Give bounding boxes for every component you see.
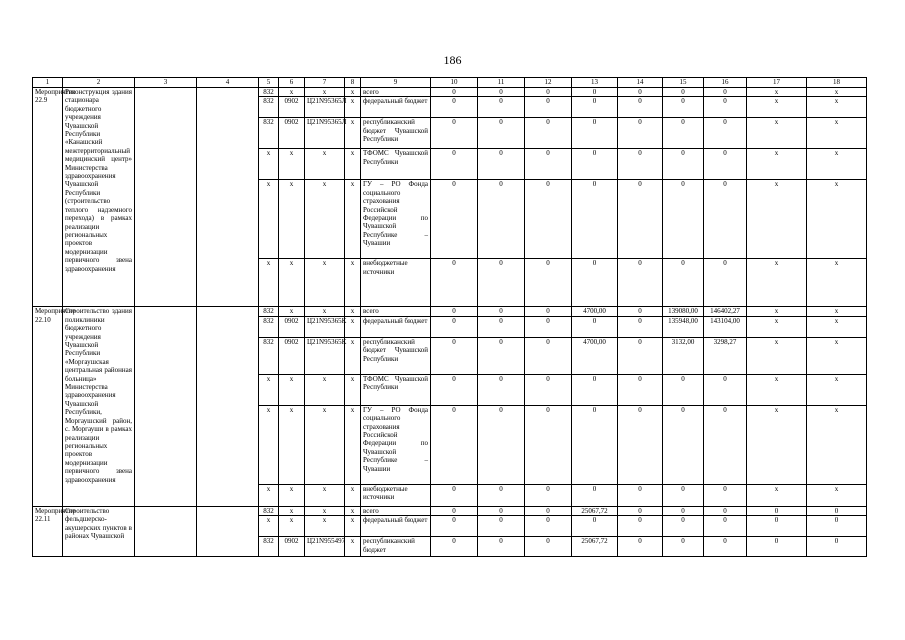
table-row [33,506,867,515]
header-row [33,78,867,88]
value-cell: х [807,97,867,118]
funding-source-cell: республиканский бюджет [361,537,431,557]
value-cell: 0 [431,88,478,97]
value-cell: 0 [663,88,704,97]
header-cell: 7 [305,78,345,88]
admin-code-cell: 832 [259,337,279,374]
value-cell: 0 [807,506,867,515]
value-cell: 0 [525,506,572,515]
value-cell: 0 [478,97,525,118]
section-code-cell: х [279,180,305,259]
value-cell: 0 [618,118,663,149]
value-cell: х [747,316,807,337]
measure-name: Строительство здания поликлиники бюджетного учреждения Чувашской Республики «Моргаушская центральная районная больница» Министерства здравоохранения Чувашской Республики, Моргаушский район, с. Моргауши в рамках реализации региональных проектов модернизации первичного звена здравоохранения [63,307,135,506]
header-cell: 15 [663,78,704,88]
funding-source-cell: ТФОМС Чувашской Республики [361,374,431,405]
value-cell: 0 [478,180,525,259]
funding-source-cell: федеральный бюджет [361,97,431,118]
value-cell: 0 [704,484,747,506]
value-cell: 0 [618,516,663,537]
value-cell: 0 [478,88,525,97]
expense-type-cell: х [345,149,361,180]
value-cell: 0 [478,374,525,405]
value-cell: 0 [704,259,747,307]
value-cell: 139080,00 [663,307,704,316]
target-code-cell: х [305,374,345,405]
expense-type-cell: х [345,259,361,307]
admin-code-cell: 832 [259,88,279,97]
value-cell: 25067,72 [572,506,618,515]
header-cell: 11 [478,78,525,88]
value-cell: 0 [572,149,618,180]
value-cell: 0 [704,506,747,515]
value-cell: 0 [431,484,478,506]
target-code-cell: Ц21N95365К [305,337,345,374]
value-cell: 0 [618,374,663,405]
value-cell: 0 [618,88,663,97]
empty-cell [135,506,197,556]
admin-code-cell: х [259,484,279,506]
value-cell: 0 [478,537,525,557]
target-code-cell: х [305,516,345,537]
value-cell: 0 [525,118,572,149]
section-code-cell: 0902 [279,97,305,118]
value-cell: 4700,00 [572,337,618,374]
value-cell: 0 [478,118,525,149]
value-cell: 146402,27 [704,307,747,316]
expense-type-cell: х [345,537,361,557]
value-cell: х [807,337,867,374]
funding-source-cell: внебюджетные источники [361,484,431,506]
value-cell: х [747,97,807,118]
value-cell: 0 [618,259,663,307]
value-cell: х [747,337,807,374]
value-cell: х [747,307,807,316]
measure-label: Мероприятие 22.9 [33,88,63,307]
section-code-cell: х [279,405,305,484]
value-cell: 0 [572,180,618,259]
value-cell: 0 [572,316,618,337]
value-cell: 0 [618,180,663,259]
value-cell: 0 [431,149,478,180]
header-cell: 5 [259,78,279,88]
expense-type-cell: х [345,97,361,118]
value-cell: 0 [618,337,663,374]
funding-source-cell: ГУ – РО Фонда социального страхования Российской Федерации по Чувашской Республике – Чувашии [361,180,431,259]
value-cell: х [807,316,867,337]
value-cell: 0 [431,180,478,259]
value-cell: 0 [704,405,747,484]
value-cell: 0 [663,516,704,537]
admin-code-cell: х [259,374,279,405]
value-cell: 0 [572,374,618,405]
target-code-cell: х [305,180,345,259]
value-cell: 0 [572,259,618,307]
value-cell: 0 [525,337,572,374]
header-cell: 4 [197,78,259,88]
admin-code-cell: 832 [259,307,279,316]
value-cell: 0 [525,516,572,537]
value-cell: 0 [807,537,867,557]
value-cell: 0 [704,516,747,537]
expense-type-cell: х [345,506,361,515]
value-cell: х [807,307,867,316]
value-cell: 0 [525,405,572,484]
page-number: 186 [443,53,462,67]
expense-type-cell: х [345,405,361,484]
admin-code-cell: 832 [259,537,279,557]
value-cell: х [807,374,867,405]
value-cell: 0 [663,405,704,484]
funding-source-cell: ТФОМС Чувашской Республики [361,149,431,180]
value-cell: 0 [478,405,525,484]
target-code-cell: х [305,307,345,316]
value-cell: 0 [747,537,807,557]
admin-code-cell: 832 [259,97,279,118]
value-cell: 0 [478,484,525,506]
value-cell: 0 [478,337,525,374]
header-cell: 17 [747,78,807,88]
admin-code-cell: х [259,259,279,307]
expense-type-cell: х [345,118,361,149]
expense-type-cell: х [345,307,361,316]
value-cell: 0 [704,118,747,149]
section-code-cell: х [279,307,305,316]
funding-source-cell: всего [361,88,431,97]
target-code-cell: Ц21N955497 [305,537,345,557]
value-cell: 0 [663,97,704,118]
value-cell: 0 [618,97,663,118]
header-cell: 6 [279,78,305,88]
section-code-cell: 0902 [279,337,305,374]
value-cell: х [807,405,867,484]
section-code-cell: х [279,149,305,180]
value-cell: 0 [618,405,663,484]
admin-code-cell: 832 [259,506,279,515]
value-cell: х [747,374,807,405]
value-cell: 0 [618,506,663,515]
target-code-cell: х [305,484,345,506]
value-cell: х [807,149,867,180]
value-cell: 0 [747,516,807,537]
value-cell: 0 [478,506,525,515]
funding-source-cell: всего [361,506,431,515]
empty-cell [197,88,259,307]
value-cell: 0 [572,118,618,149]
value-cell: 0 [572,405,618,484]
value-cell: 3132,00 [663,337,704,374]
section-code-cell: х [279,484,305,506]
value-cell: 0 [525,374,572,405]
header-cell: 3 [135,78,197,88]
expense-type-cell: х [345,516,361,537]
target-code-cell: Ц21N95365К [305,316,345,337]
header-cell: 8 [345,78,361,88]
funding-source-cell: федеральный бюджет [361,316,431,337]
target-code-cell: х [305,405,345,484]
value-cell: 0 [618,316,663,337]
header-cell: 9 [361,78,431,88]
value-cell: 0 [747,506,807,515]
value-cell: 0 [704,97,747,118]
measure-name: Реконструкция здания стационара бюджетного учреждения Чувашской Республики «Канашский межтерриториальный медицинский центр» Министерства здравоохранения Чувашской Республики (строительство теплого надземного перехода) в рамках реализации региональных проектов модернизации первичного звена здравоохранения [63,88,135,307]
value-cell: 0 [431,537,478,557]
admin-code-cell: 832 [259,118,279,149]
expense-type-cell: х [345,374,361,405]
header-cell: 14 [618,78,663,88]
admin-code-cell: х [259,149,279,180]
value-cell: 4700,00 [572,307,618,316]
value-cell: х [747,180,807,259]
section-code-cell: 0902 [279,316,305,337]
value-cell: 3298,27 [704,337,747,374]
empty-cell [135,88,197,307]
value-cell: х [747,88,807,97]
section-code-cell: х [279,506,305,515]
funding-source-cell: федеральный бюджет [361,516,431,537]
value-cell: 0 [431,118,478,149]
header-cell: 18 [807,78,867,88]
header-cell: 12 [525,78,572,88]
value-cell: 0 [525,149,572,180]
value-cell: 0 [525,537,572,557]
value-cell: 0 [572,88,618,97]
section-code-cell: х [279,516,305,537]
funding-source-cell: всего [361,307,431,316]
value-cell: 0 [618,537,663,557]
value-cell: 0 [663,506,704,515]
value-cell: х [747,259,807,307]
value-cell: х [747,484,807,506]
value-cell: 0 [618,484,663,506]
value-cell: 0 [431,516,478,537]
value-cell: 0 [525,307,572,316]
value-cell: 0 [431,307,478,316]
funding-source-cell: республиканский бюджет Чувашской Республики [361,337,431,374]
value-cell: 143104,00 [704,316,747,337]
measure-label: Мероприятие 22.10 [33,307,63,506]
empty-cell [197,506,259,556]
admin-code-cell: 832 [259,316,279,337]
value-cell: 0 [618,149,663,180]
value-cell: 0 [663,149,704,180]
value-cell: 0 [478,149,525,180]
value-cell: 25067,72 [572,537,618,557]
value-cell: 0 [478,259,525,307]
value-cell: 0 [618,307,663,316]
target-code-cell: Ц21N95365Л [305,118,345,149]
value-cell: 0 [431,259,478,307]
value-cell: х [807,118,867,149]
value-cell: 0 [525,316,572,337]
value-cell: 0 [572,516,618,537]
value-cell: 0 [572,97,618,118]
value-cell: 0 [663,484,704,506]
value-cell: 0 [704,149,747,180]
value-cell: 0 [525,88,572,97]
section-code-cell: х [279,259,305,307]
value-cell: х [747,149,807,180]
header-cell: 10 [431,78,478,88]
header-cell: 13 [572,78,618,88]
value-cell: 0 [525,259,572,307]
value-cell: 135948,00 [663,316,704,337]
value-cell: 0 [704,374,747,405]
table-row [33,88,867,97]
funding-source-cell: республиканский бюджет Чувашской Республики [361,118,431,149]
value-cell: 0 [663,374,704,405]
value-cell: 0 [478,316,525,337]
value-cell: 0 [478,307,525,316]
value-cell: х [807,180,867,259]
table-row [33,307,867,316]
expense-type-cell: х [345,180,361,259]
value-cell: 0 [525,180,572,259]
measure-label: Мероприятие 22.11 [33,506,63,556]
section-code-cell: 0902 [279,537,305,557]
value-cell: 0 [525,484,572,506]
target-code-cell: х [305,259,345,307]
target-code-cell: х [305,506,345,515]
value-cell: х [807,88,867,97]
funding-source-cell: внебюджетные источники [361,259,431,307]
expense-type-cell: х [345,337,361,374]
value-cell: 0 [478,516,525,537]
value-cell: 0 [431,506,478,515]
funding-source-cell: ГУ – РО Фонда социального страхования Российской Федерации по Чувашской Республике – Чувашии [361,405,431,484]
section-code-cell: х [279,88,305,97]
value-cell: х [747,405,807,484]
expense-type-cell: х [345,484,361,506]
value-cell: 0 [431,97,478,118]
value-cell: 0 [663,259,704,307]
target-code-cell: х [305,88,345,97]
admin-code-cell: х [259,516,279,537]
expense-type-cell: х [345,316,361,337]
value-cell: х [807,484,867,506]
value-cell: 0 [704,88,747,97]
value-cell: 0 [663,118,704,149]
value-cell: 0 [807,516,867,537]
admin-code-cell: х [259,180,279,259]
value-cell: х [747,118,807,149]
measure-name: Строительство фельдшерско-акушерских пунктов в районах Чувашской [63,506,135,556]
value-cell: 0 [663,537,704,557]
section-code-cell: 0902 [279,118,305,149]
value-cell: х [807,259,867,307]
value-cell: 0 [704,180,747,259]
empty-cell [135,307,197,506]
value-cell: 0 [431,337,478,374]
admin-code-cell: х [259,405,279,484]
budget-table [32,77,867,557]
value-cell: 0 [431,405,478,484]
header-cell: 16 [704,78,747,88]
value-cell: 0 [572,484,618,506]
value-cell: 0 [525,97,572,118]
header-cell: 2 [63,78,135,88]
target-code-cell: х [305,149,345,180]
value-cell: 0 [431,316,478,337]
header-cell: 1 [33,78,63,88]
target-code-cell: Ц21N95365Л [305,97,345,118]
empty-cell [197,307,259,506]
value-cell: 0 [431,374,478,405]
value-cell: 0 [704,537,747,557]
section-code-cell: х [279,374,305,405]
value-cell: 0 [663,180,704,259]
expense-type-cell: х [345,88,361,97]
